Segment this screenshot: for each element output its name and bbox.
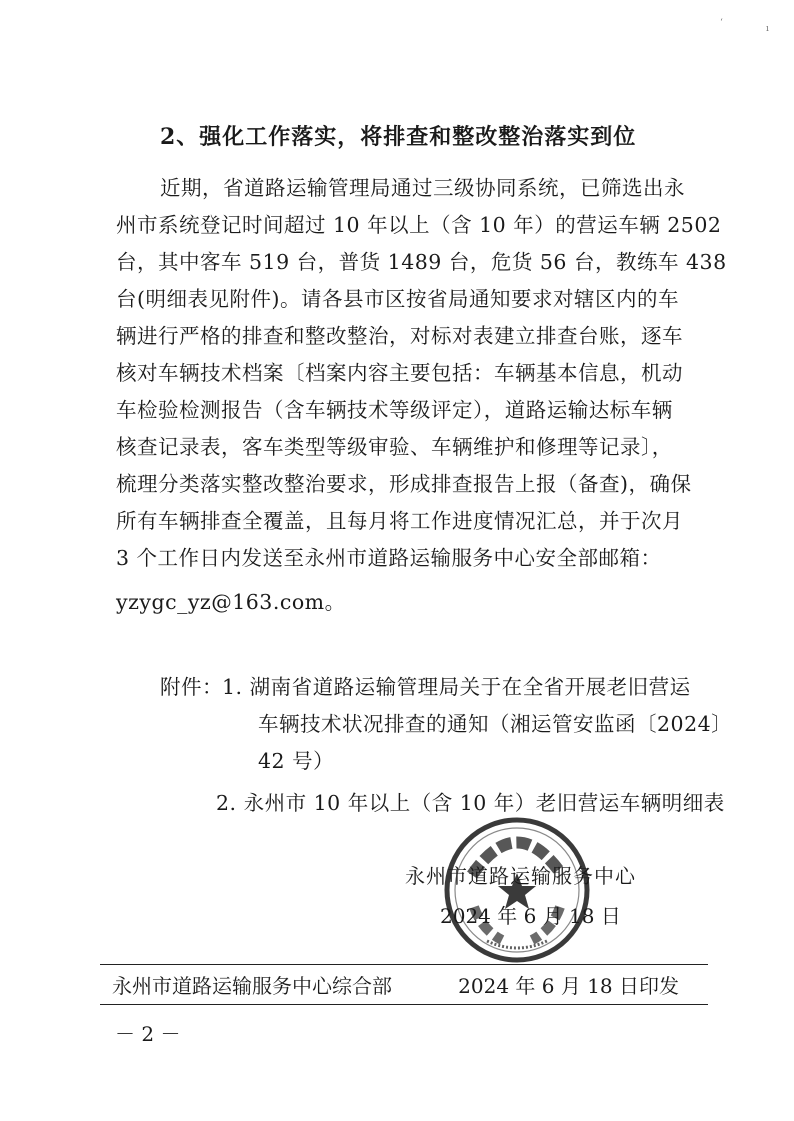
footer-issue-date: 2024 年 6 月 18 日印发 xyxy=(458,974,679,998)
body-line: 梳理分类落实整改整治要求，形成排查报告上报（备查)，确保 xyxy=(116,472,692,496)
footer-rule-top xyxy=(100,964,708,965)
body-line: 核对车辆技术档案〔档案内容主要包括：车辆基本信息，机动 xyxy=(116,361,683,385)
section-heading: 2、强化工作落实，将排查和整改整治落实到位 xyxy=(160,124,637,150)
scan-mark: ı xyxy=(766,24,769,34)
body-line: 台(明细表见附件)。请各县市区按省局通知要求对辖区内的车 xyxy=(116,287,679,311)
signature-date: 2024 年 6 月 18 日 xyxy=(440,904,621,928)
body-line: 核查记录表，客车类型等级审验、车辆维护和修理等记录〕， xyxy=(116,435,673,459)
body-line: 车检验检测报告（含车辆技术等级评定），道路运输达标车辆 xyxy=(116,398,673,422)
body-line: 州市系统登记时间超过 10 年以上（含 10 年）的营运车辆 2502 xyxy=(116,213,722,237)
attachment-item-1-line: 1. 湖南省道路运输管理局关于在全省开展老旧营运 xyxy=(222,675,691,699)
attachment-item-2: 2. 永州市 10 年以上（含 10 年）老旧营运车辆明细表 xyxy=(216,791,725,815)
signature-organization: 永州市道路运输服务中心 xyxy=(405,864,636,888)
body-line: 近期，省道路运输管理局通过三级协同系统，已筛选出永 xyxy=(160,176,685,200)
email-line: yzygc_yz@163.com。 xyxy=(116,590,346,614)
page-number: － 2 － xyxy=(115,1022,181,1046)
footer-rule-bottom xyxy=(100,1004,708,1005)
attachment-item-1-line: 车辆技术状况排查的通知（湘运管安监函〔2024〕 xyxy=(258,712,733,736)
official-seal xyxy=(442,815,592,965)
scan-mark: ʻ xyxy=(720,18,723,28)
body-line: 3 个工作日内发送至永州市道路运输服务中心安全部邮箱： xyxy=(116,546,662,570)
footer-issuer: 永州市道路运输服务中心综合部 xyxy=(112,974,392,998)
attachment-item-1-line: 42 号） xyxy=(258,749,335,773)
body-line: 台，其中客车 519 台，普货 1489 台，危货 56 台，教练车 438 xyxy=(116,250,727,274)
attachment-label: 附件： xyxy=(160,675,223,699)
body-line: 所有车辆排查全覆盖，且每月将工作进度情况汇总，并于次月 xyxy=(116,509,683,533)
body-line: 辆进行严格的排查和整改整治，对标对表建立排查台账，逐车 xyxy=(116,324,683,348)
